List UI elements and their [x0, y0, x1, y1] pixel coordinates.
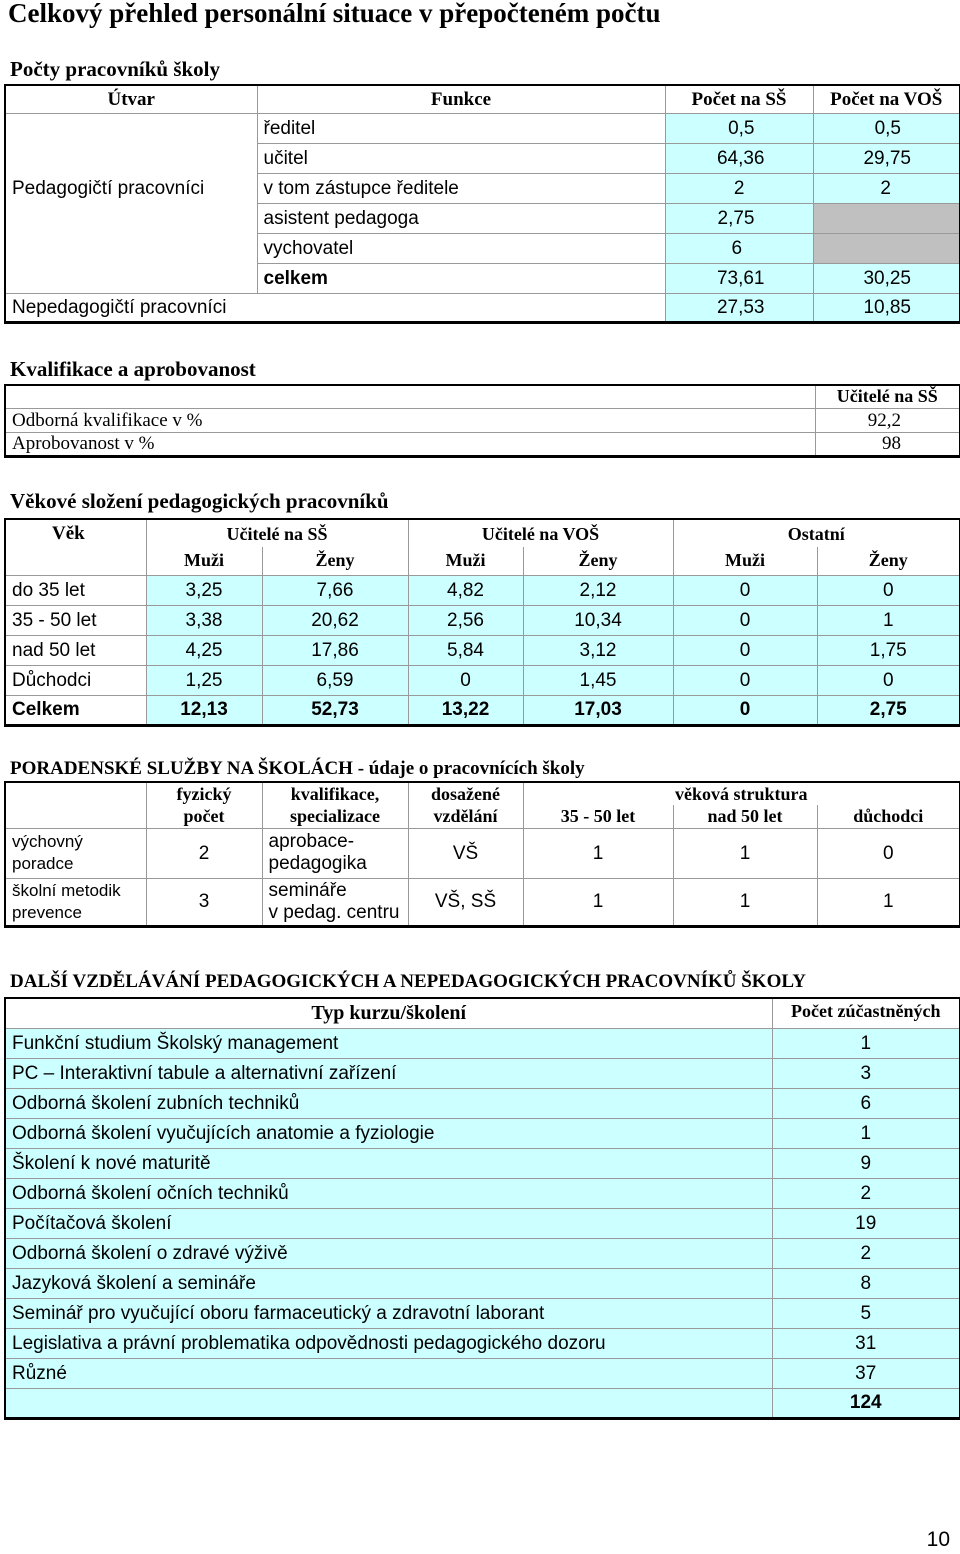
table-row [5, 1268, 960, 1298]
age-sub-zeny-vos: Ženy [523, 547, 673, 575]
age-cell: 10,34 [523, 605, 673, 635]
advisory-kval-2: v pedag. centru [268, 901, 400, 923]
age-header-vek: Věk [5, 519, 146, 575]
training-count: 2 [772, 1238, 960, 1268]
age-sub-muzi-ost: Muži [673, 547, 817, 575]
advisory-header-vzd [408, 782, 523, 828]
age-cell: 20,62 [262, 605, 408, 635]
vos-vychovatel-empty [813, 233, 960, 263]
training-name: Počítačová školení [5, 1208, 772, 1238]
advisory-edu: VŠ, SŠ [408, 878, 523, 926]
advisory-kval-2: pedagogika [268, 853, 367, 874]
table-row [5, 1148, 960, 1178]
age-cell: 1,45 [523, 665, 673, 695]
advisory-role-1: výchovný [12, 832, 83, 851]
age-cell: 6,59 [262, 665, 408, 695]
advisory-header-fyz [146, 782, 262, 828]
page-number: 10 [926, 1528, 950, 1551]
age-cell: 4,82 [408, 575, 523, 605]
qual-table [4, 384, 960, 458]
vos-reditel: 0,5 [813, 113, 960, 143]
table-row [5, 1178, 960, 1208]
age-header-vos: Učitelé na VOŠ [408, 519, 673, 547]
advisory-header-kval-1: kvalifikace, [290, 784, 380, 805]
qual-value-aprob: 98 [882, 433, 901, 454]
func-reditel: ředitel [257, 113, 665, 143]
table-row [5, 1088, 960, 1118]
qual-header-col: Učitelé na SŠ [815, 385, 960, 408]
advisory-role [5, 878, 146, 926]
training-name: Legislativa a právní problematika odpovědnosti pedagogického dozoru [5, 1328, 772, 1358]
training-name: Jazyková školení a semináře [5, 1268, 772, 1298]
age-cell: 0 [817, 665, 960, 695]
age-header-ss: Učitelé na SŠ [146, 519, 408, 547]
advisory-header-kval-2: specializace [290, 806, 380, 827]
counts-table [4, 84, 960, 324]
age-row-label: do 35 let [5, 575, 146, 605]
vos-asistent-empty [813, 203, 960, 233]
advisory-age: 1 [523, 828, 673, 878]
func-ucitel: učitel [257, 143, 665, 173]
advisory-age: 1 [523, 878, 673, 926]
advisory-header-fyz-1: fyzický [176, 784, 232, 805]
table-row [5, 1298, 960, 1328]
age-sub-zeny-ss: Ženy [262, 547, 408, 575]
training-count: 9 [772, 1148, 960, 1178]
table-row [5, 1028, 960, 1058]
table-row [5, 878, 960, 926]
advisory-age: 1 [673, 828, 817, 878]
age-total-cell: 13,22 [408, 695, 523, 725]
age-cell: 5,84 [408, 635, 523, 665]
age-total-cell: 0 [673, 695, 817, 725]
age-total-label: Celkem [5, 695, 146, 725]
advisory-header-blank [5, 782, 146, 828]
advisory-header-vzd-1: dosažené [431, 784, 500, 805]
age-cell: 0 [673, 605, 817, 635]
age-total-cell: 2,75 [817, 695, 960, 725]
advisory-table [4, 781, 960, 928]
advisory-header-fyz-2: počet [183, 806, 225, 827]
table-row [5, 1118, 960, 1148]
age-total-cell: 17,03 [523, 695, 673, 725]
training-name: Odborná školení vyučujících anatomie a fyziologie [5, 1118, 772, 1148]
advisory-age: 1 [673, 878, 817, 926]
age-cell: 1 [817, 605, 960, 635]
advisory-header-age: věková struktura [674, 783, 808, 804]
training-header-count: Počet zúčastněných [772, 998, 960, 1028]
func-asistent: asistent pedagoga [257, 203, 665, 233]
advisory-role-2: prevence [12, 902, 82, 922]
age-cell: 0 [408, 665, 523, 695]
training-count: 1 [772, 1118, 960, 1148]
ss-celkem: 73,61 [665, 263, 813, 293]
training-name: Funkční studium Školský management [5, 1028, 772, 1058]
age-cell: 2,12 [523, 575, 673, 605]
age-cell: 7,66 [262, 575, 408, 605]
table-row-total [5, 1388, 960, 1418]
advisory-role-2: poradce [12, 854, 74, 873]
training-count: 1 [772, 1028, 960, 1058]
func-zastupce: v tom zástupce ředitele [257, 173, 665, 203]
age-table [4, 518, 960, 727]
training-name: Odborná školení zubních techniků [5, 1088, 772, 1118]
training-name: Odborná školení o zdravé výživě [5, 1238, 772, 1268]
nonped-label: Nepedagogičtí pracovníci [5, 293, 665, 322]
training-count: 6 [772, 1088, 960, 1118]
ss-zastupce: 2 [665, 173, 813, 203]
advisory-edu: VŠ [408, 828, 523, 878]
vos-ucitel: 29,75 [813, 143, 960, 173]
advisory-count: 3 [146, 878, 262, 926]
ss-ucitel: 64,36 [665, 143, 813, 173]
qual-header-blank [5, 385, 815, 408]
age-cell: 1,75 [817, 635, 960, 665]
func-celkem: celkem [257, 263, 665, 293]
table-row [5, 1058, 960, 1088]
nonped-ss: 27,53 [665, 293, 813, 322]
ss-asistent: 2,75 [665, 203, 813, 233]
advisory-age: 1 [817, 878, 960, 926]
advisory-header-kval [262, 782, 408, 828]
table-row [5, 1208, 960, 1238]
header-utvar: Útvar [5, 85, 257, 113]
qual-value-odborna: 92,2 [815, 408, 960, 432]
training-header-type: Typ kurzu/školení [5, 998, 772, 1028]
table-row [5, 575, 960, 605]
section-age-heading: Věkové složení pedagogických pracovníků [10, 489, 389, 513]
age-cell: 3,25 [146, 575, 262, 605]
age-cell: 0 [673, 635, 817, 665]
header-funkce: Funkce [257, 85, 665, 113]
ss-reditel: 0,5 [665, 113, 813, 143]
training-count: 2 [772, 1178, 960, 1208]
section-counts-heading: Počty pracovníků školy [10, 57, 221, 81]
vos-celkem: 30,25 [813, 263, 960, 293]
age-cell: 4,25 [146, 635, 262, 665]
advisory-kval-1: aprobace- [268, 831, 355, 852]
training-count: 31 [772, 1328, 960, 1358]
header-pocet-vos: Počet na VOŠ [830, 88, 943, 110]
age-cell: 3,38 [146, 605, 262, 635]
table-row-total [5, 695, 960, 725]
table-row [5, 1238, 960, 1268]
advisory-header-age-sub: nad 50 let [673, 805, 817, 828]
age-total-cell: 52,73 [262, 695, 408, 725]
advisory-count: 2 [146, 828, 262, 878]
training-name: Seminář pro vyučující oboru farmaceutický a zdravotní laborant [5, 1298, 772, 1328]
age-row-label: Důchodci [5, 665, 146, 695]
section-training-heading: DALŠÍ VZDĚLÁVÁNÍ PEDAGOGICKÝCH A NEPEDAGOGICKÝCH PRACOVNÍKŮ ŠKOLY [10, 971, 806, 992]
age-header-ostatni: Ostatní [787, 524, 845, 544]
age-cell: 3,12 [523, 635, 673, 665]
training-name: Různé [5, 1358, 772, 1388]
group-pedagogicti-label: Pedagogičtí pracovníci [12, 177, 205, 199]
advisory-role-1: školní metodik [12, 880, 121, 900]
table-row [5, 635, 960, 665]
advisory-header-vzd-2: vzdělání [433, 806, 498, 827]
advisory-header-age-sub: důchodci [853, 805, 924, 826]
func-vychovatel: vychovatel [257, 233, 665, 263]
advisory-role [5, 828, 146, 878]
training-table [4, 997, 960, 1420]
training-name: Školení k nové maturitě [5, 1148, 772, 1178]
advisory-header-age-sub: 35 - 50 let [523, 805, 673, 828]
advisory-kval [262, 828, 408, 878]
age-cell: 2,56 [408, 605, 523, 635]
age-sub-muzi-vos: Muži [408, 547, 523, 575]
qual-label-aprob: Aprobovanost v % [5, 432, 815, 456]
qual-label-odborna: Odborná kvalifikace v % [5, 408, 815, 432]
group-pedagogicti [5, 113, 257, 293]
training-count: 3 [772, 1058, 960, 1088]
age-row-label: nad 50 let [5, 635, 146, 665]
header-pocet-ss: Počet na SŠ [665, 85, 813, 113]
vos-zastupce: 2 [813, 173, 960, 203]
section-qual-heading: Kvalifikace a aprobovanost [10, 357, 256, 381]
training-count: 8 [772, 1268, 960, 1298]
advisory-kval [262, 878, 408, 926]
table-row [5, 605, 960, 635]
table-row [5, 665, 960, 695]
nonped-vos: 10,85 [813, 293, 960, 322]
age-cell: 0 [673, 665, 817, 695]
training-name: Odborná školení očních techniků [5, 1178, 772, 1208]
age-cell: 17,86 [262, 635, 408, 665]
table-row [5, 828, 960, 878]
age-row-label: 35 - 50 let [5, 605, 146, 635]
training-count: 19 [772, 1208, 960, 1238]
age-cell: 0 [817, 575, 960, 605]
age-total-cell: 12,13 [146, 695, 262, 725]
training-total-blank [5, 1388, 772, 1418]
training-count: 37 [772, 1358, 960, 1388]
training-total: 124 [772, 1388, 960, 1418]
age-sub-zeny-ost: Ženy [868, 550, 908, 571]
advisory-age: 0 [817, 828, 960, 878]
age-cell: 0 [673, 575, 817, 605]
ss-vychovatel: 6 [665, 233, 813, 263]
table-row [5, 1328, 960, 1358]
table-row [5, 1358, 960, 1388]
age-sub-muzi-ss: Muži [146, 547, 262, 575]
training-count: 5 [772, 1298, 960, 1328]
age-cell: 1,25 [146, 665, 262, 695]
page-title: Celkový přehled personální situace v přepočteném počtu [8, 0, 661, 28]
section-advisory-heading: PORADENSKÉ SLUŽBY NA ŠKOLÁCH - údaje o pracovnících školy [10, 758, 585, 779]
training-name: PC – Interaktivní tabule a alternativní zařízení [5, 1058, 772, 1088]
advisory-kval-1: semináře [268, 879, 347, 901]
